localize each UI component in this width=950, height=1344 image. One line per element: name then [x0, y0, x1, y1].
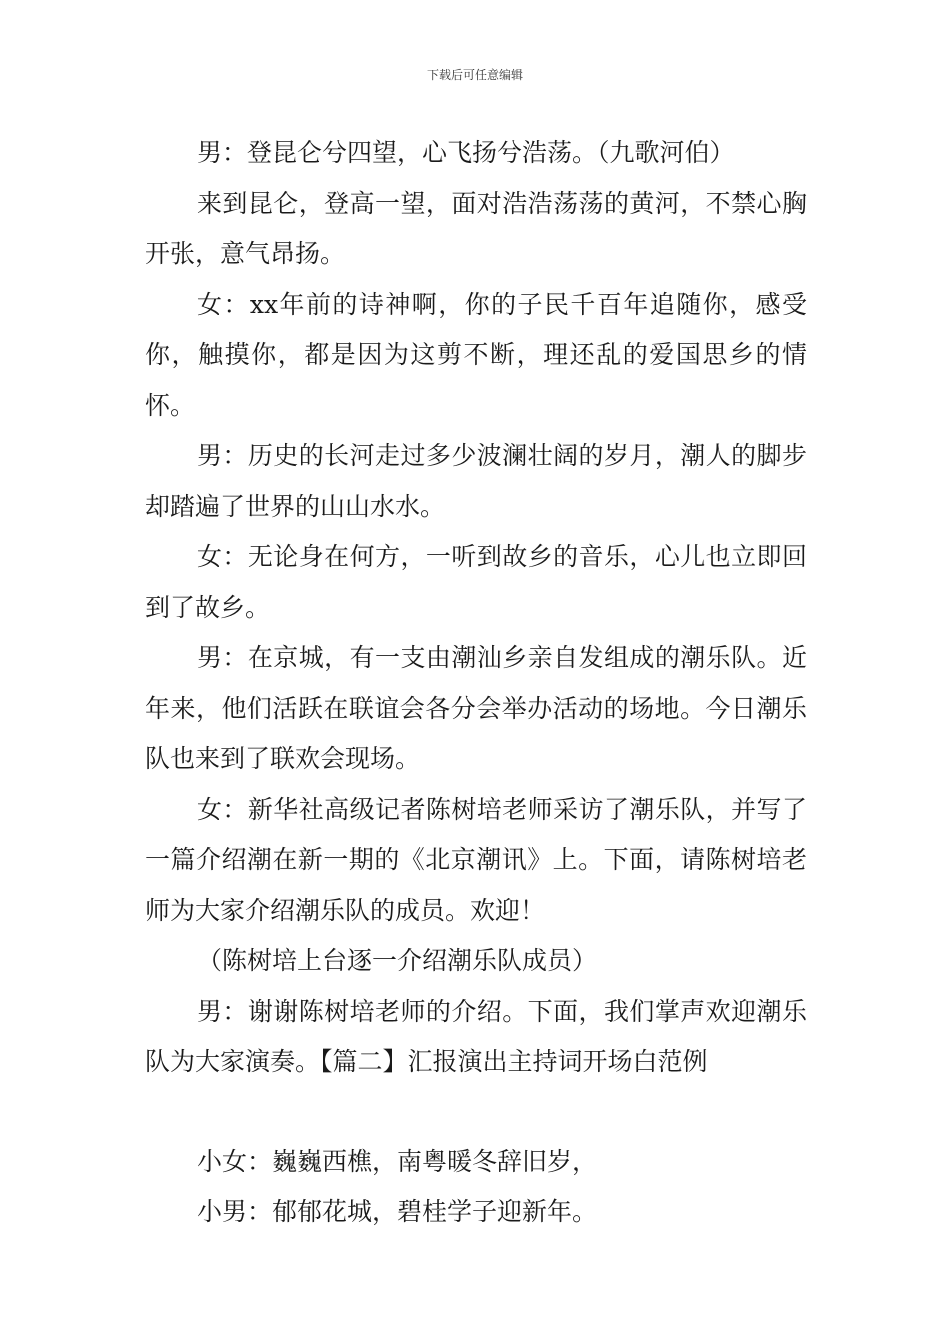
paragraph-8: （陈树培上台逐一介绍潮乐队成员） [197, 946, 598, 975]
paragraph-6: 男：在京城，有一支由潮汕乡亲自发组成的潮乐队。近年来，他们活跃在联谊会各分会举办活动的场地。今日潮乐队也来到了联欢会现场。 [145, 643, 807, 773]
paragraph-2: 来到昆仑，登高一望，面对浩浩荡荡的黄河，不禁心胸开张，意气昂扬。 [145, 188, 807, 268]
paragraph-7: 女：新华社高级记者陈树培老师采访了潮乐队，并写了一篇介绍潮在新一期的《北京潮讯》上。下面，请陈树培老师为大家介绍潮乐队的成员。欢迎！ [145, 794, 807, 925]
page-header-note: 下载后可任意编辑 [426, 68, 523, 82]
paragraph-1: 男：登昆仑兮四望，心飞扬兮浩荡。（九歌河伯） [197, 138, 735, 167]
paragraph-3: 女：xx年前的诗神啊，你的子民千百年追随你，感受你，触摸你，都是因为这剪不断，理还乱的爱国思乡的情怀。 [145, 289, 807, 420]
paragraph-9: 男：谢谢陈树培老师的介绍。下面，我们掌声欢迎潮乐队为大家演奏。【篇二】汇报演出主持词开场白范例 [145, 996, 807, 1076]
paragraph-10: 小女：巍巍西樵，南粤暖冬辞旧岁， [197, 1146, 598, 1176]
paragraph-spacer [145, 1088, 807, 1137]
document-body [145, 128, 807, 1238]
paragraph-4: 男：历史的长河走过多少波澜壮阔的岁月，潮人的脚步却踏遍了世界的山山水水。 [145, 441, 807, 521]
paragraph-5: 女：无论身在何方，一听到故乡的音乐，心儿也立即回到了故乡。 [145, 542, 807, 622]
paragraph-11: 小男：郁郁花城，碧桂学子迎新年。 [197, 1197, 598, 1226]
